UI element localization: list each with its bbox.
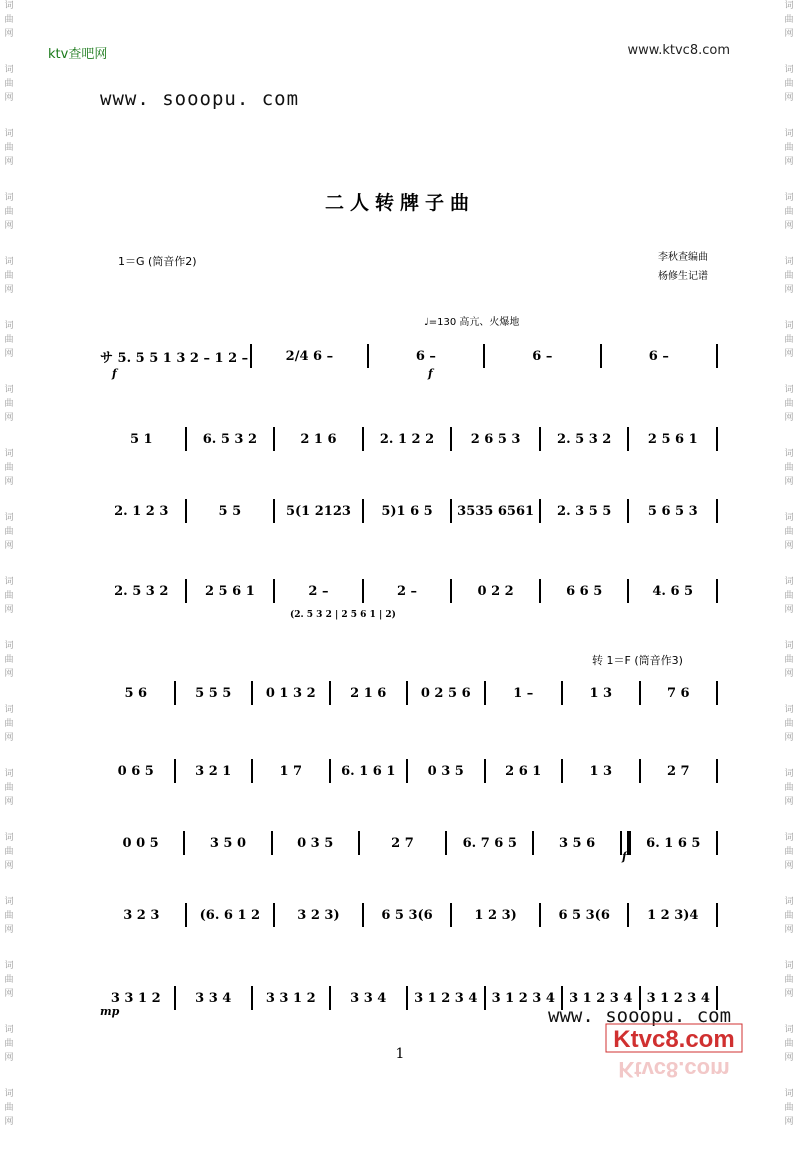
side-glyph: 网 (4, 29, 14, 39)
staff-row (98, 902, 718, 928)
measure (253, 686, 329, 701)
measure-notes: 1 3 (589, 685, 613, 701)
side-glyph: 网 (784, 477, 794, 487)
side-glyph: 曲 (784, 79, 794, 89)
side-glyph: 网 (784, 285, 794, 295)
side-glyph: 曲 (4, 143, 14, 153)
measure-notes: 1 2 3) (474, 907, 517, 923)
side-glyph: 曲 (784, 591, 794, 601)
measure-notes: (6. 6 1 2 (199, 907, 261, 923)
side-glyph: 曲 (4, 911, 14, 921)
side-glyph: 词 (4, 257, 14, 267)
measure-notes: 0 3 5 (297, 835, 334, 851)
staff-row (98, 343, 718, 369)
side-glyph: 网 (4, 349, 14, 359)
side-glyph: 网 (784, 669, 794, 679)
side-glyph: 网 (784, 1053, 794, 1063)
side-glyph: 词 (784, 449, 794, 459)
measure-notes: 7 6 (666, 685, 690, 701)
side-glyph: 网 (4, 93, 14, 103)
side-glyph: 曲 (784, 271, 794, 281)
side-glyph: 曲 (784, 1103, 794, 1113)
measure-notes: 5 1 (129, 431, 153, 447)
side-glyph: 词 (784, 961, 794, 971)
side-glyph: 曲 (4, 335, 14, 345)
side-glyph: 词 (784, 705, 794, 715)
side-glyph: 网 (784, 733, 794, 743)
measure-notes: 1 3 (589, 763, 613, 779)
top-watermark: www. sooopu. com (100, 88, 300, 110)
side-glyph: 词 (784, 129, 794, 139)
tempo-marking: ♩=130 高亢、火爆地 (424, 317, 520, 328)
measure-notes: 3 5 6 (558, 835, 596, 851)
side-glyph: 曲 (784, 975, 794, 985)
measure (176, 686, 252, 701)
measure (486, 991, 562, 1006)
measure (629, 908, 716, 923)
side-glyph: 曲 (4, 1103, 14, 1113)
measure (541, 584, 628, 599)
side-glyph: 曲 (784, 15, 794, 25)
measure (452, 432, 539, 447)
side-glyph: 曲 (784, 847, 794, 857)
side-glyph: 网 (4, 221, 14, 231)
measure (275, 584, 362, 599)
measure (541, 432, 628, 447)
measure (360, 836, 445, 851)
side-glyph: 网 (784, 989, 794, 999)
side-glyph: 词 (4, 193, 14, 203)
measure (641, 991, 717, 1006)
measure (98, 908, 185, 923)
svg-text:Ktvc8.com: Ktvc8.com (618, 1057, 730, 1082)
measure-notes: 3 3 4 (350, 990, 387, 1006)
side-glyph: 网 (4, 285, 14, 295)
measure (452, 504, 539, 519)
transcriber-credit: 杨修生记谱 (658, 271, 708, 282)
measure (98, 584, 185, 599)
measure-notes: 6 5 3(6 (558, 907, 610, 923)
side-glyph: 网 (784, 797, 794, 807)
measure (563, 686, 639, 701)
measure (486, 764, 562, 779)
side-glyph: 网 (4, 605, 14, 615)
measure-notes: 6 – (415, 348, 436, 364)
bar-line (716, 681, 718, 705)
measure-notes: 2/4 6 – (285, 348, 334, 364)
side-glyph: 曲 (4, 207, 14, 217)
measure (364, 584, 451, 599)
site-name-header: ktv查吧网 (48, 47, 108, 62)
side-glyph: 曲 (784, 719, 794, 729)
measure-notes: 3 2 1 (195, 763, 232, 779)
side-glyph: 网 (4, 989, 14, 999)
measure-notes: 3 1 2 3 4 (569, 990, 633, 1006)
measure (541, 504, 628, 519)
measure (331, 686, 407, 701)
right-side-watermark-strip (782, 0, 796, 1127)
measure-notes: 3 3 1 2 (110, 990, 161, 1006)
measure-notes: 6. 5 3 2 (202, 431, 258, 447)
side-glyph: 词 (784, 1089, 794, 1099)
page-title: 二人转牌子曲 (324, 192, 475, 214)
measure-notes: 2 – (396, 583, 418, 599)
side-glyph: 网 (4, 1117, 14, 1127)
side-glyph: 词 (784, 577, 794, 587)
dynamic-mark: f (622, 850, 627, 863)
measure (452, 584, 539, 599)
measure-notes: サ 5. 5 5 1 3 2 – 1 2 – (100, 350, 249, 366)
side-glyph: 网 (784, 541, 794, 551)
measure (563, 991, 639, 1006)
measure-notes: 2. 1 2 3 (114, 503, 169, 519)
measure (641, 764, 717, 779)
side-glyph: 网 (4, 925, 14, 935)
side-glyph: 曲 (784, 655, 794, 665)
measure-notes: 6 5 3(6 (381, 907, 433, 923)
measure (185, 836, 270, 851)
measure (187, 584, 274, 599)
measure-notes: 0 0 5 (122, 835, 159, 851)
measure-notes: 6 – (648, 348, 669, 364)
side-glyph: 曲 (784, 911, 794, 921)
side-glyph: 网 (784, 29, 794, 39)
left-side-watermark-strip (2, 0, 16, 1127)
side-glyph: 曲 (4, 271, 14, 281)
side-glyph: 词 (4, 961, 14, 971)
measure-notes: 2. 3 5 5 (557, 503, 612, 519)
arranger-credit: 李秋查编曲 (658, 252, 708, 263)
side-glyph: 曲 (784, 335, 794, 345)
measure (631, 836, 716, 851)
measure-notes: 2 6 1 (505, 763, 542, 779)
bar-line (716, 579, 718, 603)
measure (486, 686, 562, 701)
side-glyph: 网 (4, 477, 14, 487)
dynamic-mark: f (428, 367, 433, 380)
side-glyph: 网 (784, 93, 794, 103)
measure-notes: 3 2 3) (297, 907, 340, 923)
side-glyph: 词 (4, 385, 14, 395)
side-glyph: 词 (4, 1025, 14, 1035)
side-glyph: 词 (4, 897, 14, 907)
side-glyph: 曲 (784, 783, 794, 793)
measure (364, 908, 451, 923)
measure-notes: 0 1 3 2 (265, 685, 316, 701)
measure-notes: 2 7 (391, 835, 414, 851)
side-glyph: 网 (4, 1053, 14, 1063)
side-glyph: 网 (4, 413, 14, 423)
side-glyph: 词 (4, 1, 14, 11)
measure-notes: 3 1 2 3 4 (491, 990, 555, 1006)
measure-notes: 5)1 6 5 (381, 503, 433, 519)
measure (629, 504, 716, 519)
measure-notes: 6 6 5 (566, 583, 603, 599)
measure (275, 504, 362, 519)
svg-text:Ktvc8.com: Ktvc8.com (613, 1026, 735, 1053)
bottom-watermark: www. sooopu. com (548, 1005, 732, 1027)
measure (273, 836, 358, 851)
measure-notes: 0 2 2 (477, 583, 514, 599)
measure-notes: 5 5 (218, 503, 242, 519)
measure (176, 991, 252, 1006)
measure (369, 349, 483, 364)
measure (187, 432, 274, 447)
side-glyph: 曲 (784, 143, 794, 153)
side-glyph: 词 (4, 769, 14, 779)
measure-notes: 2. 1 2 2 (379, 431, 435, 447)
measure (641, 686, 717, 701)
measure (602, 349, 716, 364)
measure-notes: 6. 7 6 5 (462, 835, 517, 851)
measure-notes: 2 – (308, 583, 329, 599)
side-glyph: 网 (784, 157, 794, 167)
measure-notes: 2 5 6 1 (204, 583, 255, 599)
measure-notes: 3 3 1 2 (265, 990, 316, 1006)
key-signature: 1＝G (筒音作2) (118, 255, 197, 268)
measure-notes: 3 5 0 (209, 835, 247, 851)
measure (629, 584, 716, 599)
bar-line (716, 759, 718, 783)
measure-notes: 0 2 5 6 (420, 685, 471, 701)
side-glyph: 词 (4, 321, 14, 331)
dynamic-mark: mp (100, 1005, 120, 1018)
measure (98, 991, 174, 1006)
side-glyph: 网 (784, 605, 794, 615)
side-glyph: 曲 (4, 15, 14, 25)
measure (98, 432, 185, 447)
side-glyph: 网 (4, 797, 14, 807)
bar-line (716, 344, 718, 368)
measure-notes: 6 – (532, 348, 553, 364)
side-glyph: 词 (784, 1, 794, 11)
measure (98, 686, 174, 701)
side-glyph: 网 (784, 413, 794, 423)
dynamic-mark: f (112, 367, 117, 380)
bar-line (716, 903, 718, 927)
measure-notes: 6. 1 6 5 (646, 835, 701, 851)
measure-notes: 1 7 (279, 763, 303, 779)
measure (331, 764, 407, 779)
staff-row (98, 758, 718, 784)
measure (408, 991, 484, 1006)
measure (534, 836, 619, 851)
bar-line (716, 831, 718, 855)
side-glyph: 网 (4, 861, 14, 871)
measure (629, 432, 716, 447)
side-glyph: 曲 (4, 847, 14, 857)
measure-notes: 3 3 4 (195, 990, 232, 1006)
measure (253, 764, 329, 779)
side-glyph: 曲 (4, 591, 14, 601)
measure (187, 908, 274, 923)
side-glyph: 曲 (4, 783, 14, 793)
side-glyph: 词 (4, 641, 14, 651)
staff-row (98, 578, 718, 604)
credits (658, 248, 708, 286)
side-glyph: 曲 (4, 399, 14, 409)
staff-row (98, 426, 718, 452)
bar-line (716, 499, 718, 523)
measure (187, 504, 274, 519)
measure-notes: 2. 5 3 2 (557, 431, 612, 447)
side-glyph: 词 (784, 897, 794, 907)
side-glyph: 词 (4, 577, 14, 587)
side-glyph: 曲 (4, 655, 14, 665)
measure-notes: 5(1 2123 (285, 503, 351, 519)
site-url-header: www.ktvc8.com (627, 43, 730, 58)
side-glyph: 词 (4, 705, 14, 715)
side-glyph: 网 (784, 349, 794, 359)
measure-notes: 2 1 6 (300, 431, 337, 447)
measure (275, 908, 362, 923)
measure (541, 908, 628, 923)
measure-notes: 2 5 6 1 (647, 431, 698, 447)
side-glyph: 词 (784, 1025, 794, 1035)
side-glyph: 词 (4, 65, 14, 75)
measure (364, 432, 451, 447)
side-glyph: 曲 (4, 719, 14, 729)
side-glyph: 曲 (4, 1039, 14, 1049)
measure (408, 764, 484, 779)
side-glyph: 曲 (784, 399, 794, 409)
measure (253, 991, 329, 1006)
side-glyph: 网 (4, 669, 14, 679)
side-glyph: 曲 (4, 527, 14, 537)
measure-notes: 5 6 5 3 (647, 503, 698, 519)
side-glyph: 词 (784, 65, 794, 75)
side-glyph: 词 (4, 513, 14, 523)
side-glyph: 网 (784, 1117, 794, 1127)
side-glyph: 词 (784, 193, 794, 203)
measure (275, 432, 362, 447)
side-glyph: 曲 (4, 975, 14, 985)
side-glyph: 词 (784, 769, 794, 779)
measure (364, 504, 451, 519)
measure-notes: 4. 6 5 (652, 583, 694, 599)
measure-notes: 6. 1 6 1 (341, 763, 396, 779)
side-glyph: 词 (4, 833, 14, 843)
measure (98, 504, 185, 519)
measure-notes: 2. 5 3 2 (114, 583, 169, 599)
side-glyph: 曲 (784, 527, 794, 537)
staff-row (98, 680, 718, 706)
side-glyph: 网 (784, 861, 794, 871)
measure (331, 991, 407, 1006)
side-glyph: 词 (4, 129, 14, 139)
side-glyph: 词 (784, 641, 794, 651)
side-glyph: 网 (4, 157, 14, 167)
measure-notes: 3 2 3 (123, 907, 160, 923)
measure-notes: 0 6 5 (117, 763, 154, 779)
measure-notes: 3 1 2 3 4 (646, 990, 710, 1006)
side-glyph: 曲 (784, 463, 794, 473)
measure (408, 686, 484, 701)
measure-notes: 1 2 3)4 (647, 907, 699, 923)
bar-line (716, 427, 718, 451)
page-number: 1 (395, 1046, 405, 1062)
side-glyph: 曲 (784, 207, 794, 217)
measure (98, 347, 250, 366)
side-glyph: 网 (4, 541, 14, 551)
measure-notes: 5 5 5 (195, 685, 232, 701)
measure-notes: 3 1 2 3 4 (414, 990, 478, 1006)
accompaniment-line: (2. 5 3 2 | 2 5 6 1 | 2) (290, 610, 396, 620)
key-change: 转 1＝F (筒音作3) (592, 654, 683, 667)
measure (252, 349, 366, 364)
measure-notes: 2 1 6 (350, 685, 387, 701)
measure-notes: 5 6 (124, 685, 148, 701)
side-glyph: 词 (784, 257, 794, 267)
measure (447, 836, 532, 851)
measure-notes: 1 – (513, 685, 534, 701)
measure (98, 836, 183, 851)
side-glyph: 词 (784, 513, 794, 523)
measure (452, 908, 539, 923)
measure-notes: 2 6 5 3 (470, 431, 521, 447)
side-glyph: 曲 (784, 1039, 794, 1049)
measure-notes: 2 7 (666, 763, 690, 779)
staff-row (98, 498, 718, 524)
side-glyph: 网 (784, 221, 794, 231)
side-glyph: 词 (784, 385, 794, 395)
side-glyph: 词 (784, 321, 794, 331)
measure (176, 764, 252, 779)
measure (98, 764, 174, 779)
measure-notes: 0 3 5 (427, 763, 464, 779)
side-glyph: 词 (784, 833, 794, 843)
side-glyph: 词 (4, 1089, 14, 1099)
side-glyph: 网 (4, 733, 14, 743)
side-glyph: 网 (784, 925, 794, 935)
measure (485, 349, 599, 364)
measure (563, 764, 639, 779)
measure-notes: 3535 6561 (457, 503, 535, 519)
side-glyph: 曲 (4, 79, 14, 89)
side-glyph: 词 (4, 449, 14, 459)
side-glyph: 曲 (4, 463, 14, 473)
